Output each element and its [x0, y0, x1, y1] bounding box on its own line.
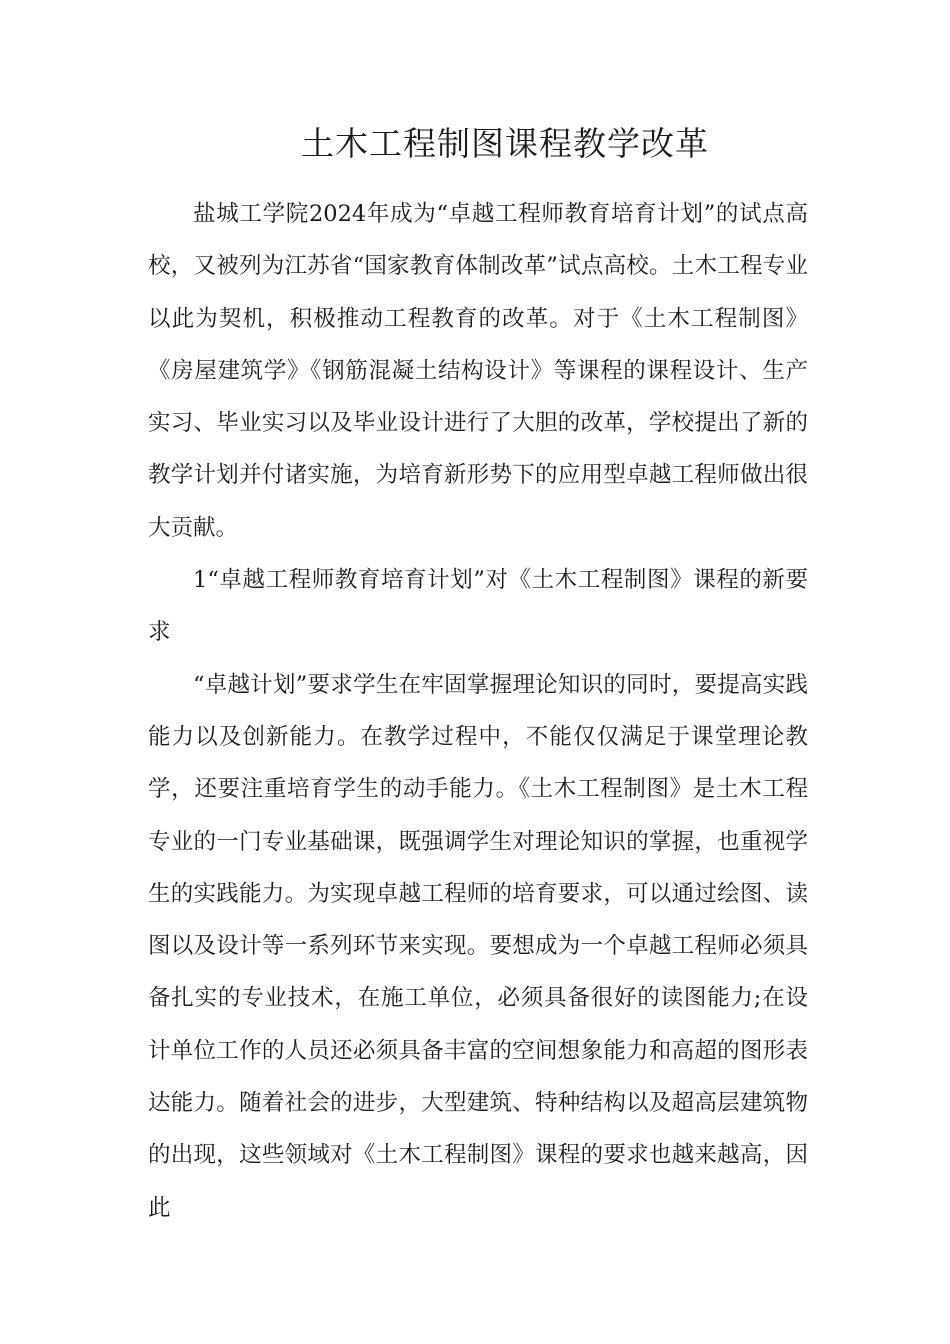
document-body	[148, 188, 808, 1234]
document-title: 土木工程制图课程教学改革	[301, 124, 709, 163]
section-heading-1: 1“卓越工程师教育培育计划”对《土木工程制图》课程的新要求	[148, 567, 808, 646]
paragraph-intro: 盐城工学院2024年成为“卓越工程师教育培育计划”的试点高校，又被列为江苏省“国家教育体制改革”试点高校。土木工程专业以此为契机，积极推动工程教育的改革。对于《土木工程制图》《房屋建筑学》《钢筋混凝土结构设计》等课程的课程设计、生产实习、毕业实习以及毕业设计进行了大胆的改革，学校提出了新的教学计划并付诸实施，为培育新形势下的应用型卓越工程师做出很大贡献。	[148, 201, 808, 541]
paragraph-requirements: “卓越计划”要求学生在牢固掌握理论知识的同时，要提高实践能力以及创新能力。在教学过程中，不能仅仅满足于课堂理论教学，还要注重培育学生的动手能力。《土木工程制图》是土木工程专业的一门专业基础课，既强调学生对理论知识的掌握，也重视学生的实践能力。为实现卓越工程师的培育要求，可以通过绘图、读图以及设计等一系列环节来实现。要想成为一个卓越工程师必须具备扎实的专业技术，在施工单位，必须具备很好的读图能力;在设计单位工作的人员还必须具备丰富的空间想象能力和高超的图形表达能力。随着社会的进步，大型建筑、特种结构以及超高层建筑物的出现，这些领域对《土木工程制图》课程的要求也越来越高，因此	[148, 671, 808, 1221]
